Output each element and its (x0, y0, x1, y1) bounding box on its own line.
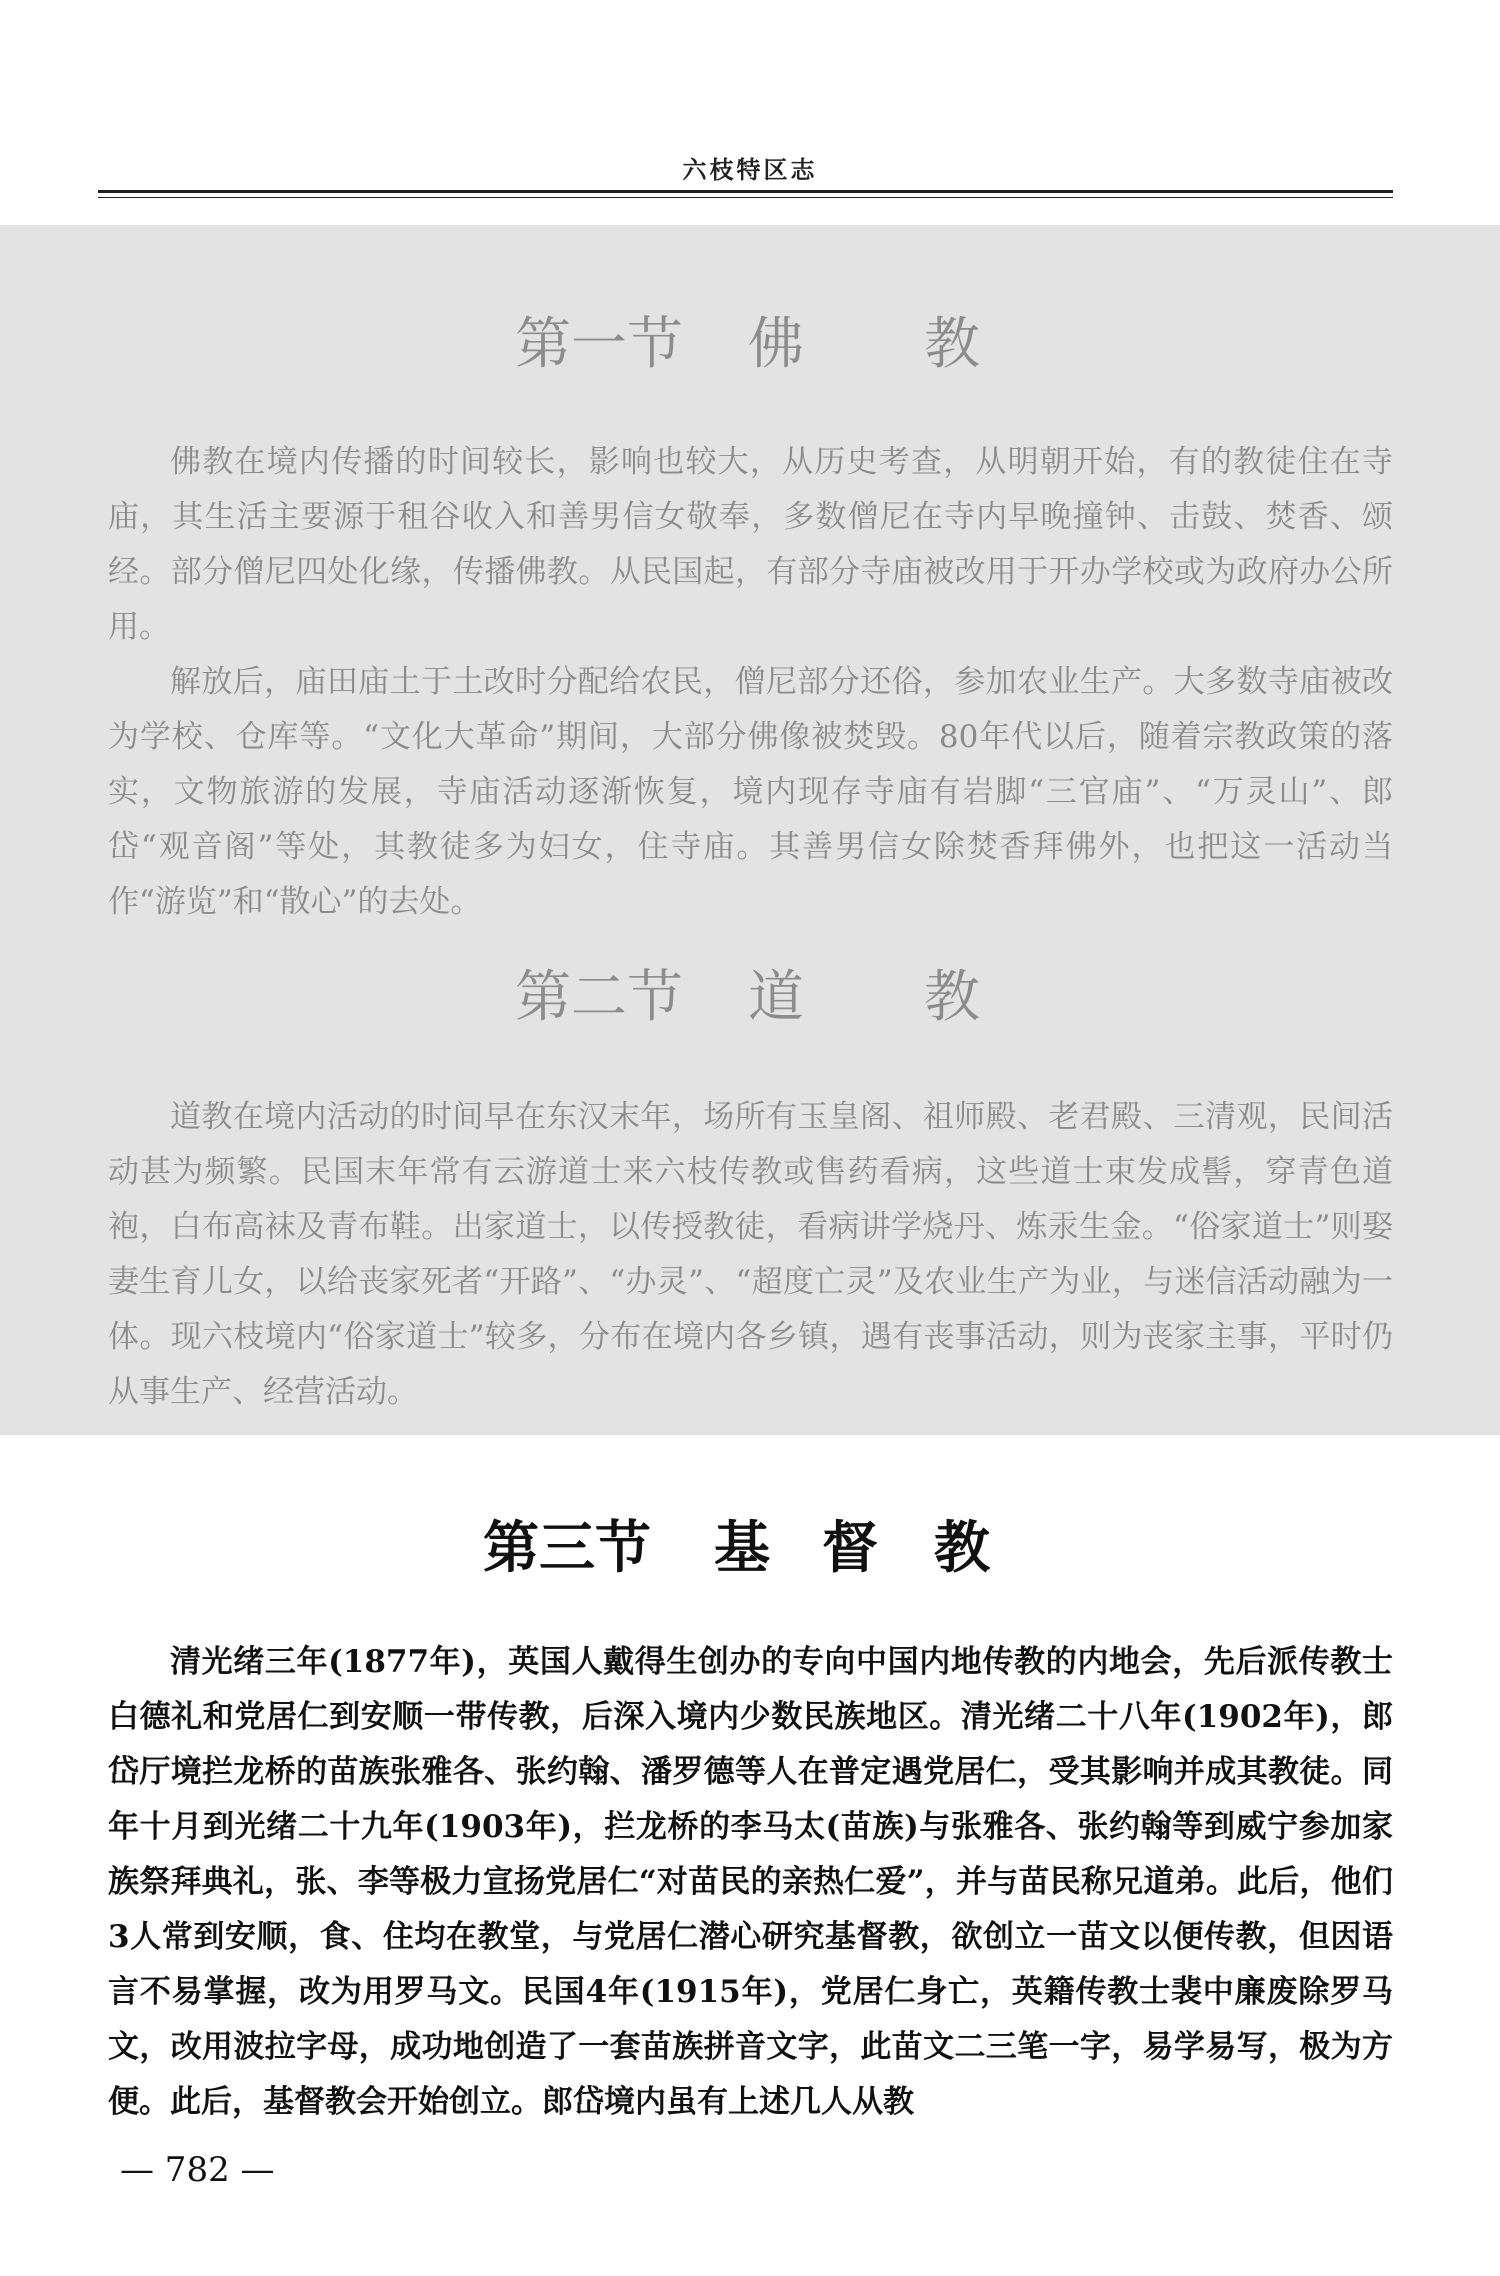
section-2-name-char-2: 教 (924, 965, 980, 1030)
section-1-heading (0, 305, 1500, 385)
header-rule-thin (98, 197, 1393, 198)
section-1-paragraph-2: 解放后，庙田庙土于土改时分配给农民，僧尼部分还俗，参加农业生产。大多数寺庙被改为学校、仓库等。“文化大革命”期间，大部分佛像被焚毁。80年代以后，随着宗教政策的落实，文物旅游的发展，寺庙活动逐渐恢复，境内现存寺庙有岩脚“三官庙”、“万灵山”、郎岱“观音阁”等处，其教徒多为妇女，住寺庙。其善男信女除焚香拜佛外，也把这一活动当作“游览”和“散心”的去处。 (108, 664, 1393, 920)
section-3-paragraph-1: 清光绪三年(1877年)，英国人戴得生创办的专向中国内地传教的内地会，先后派传教士白德礼和党居仁到安顺一带传教，后深入境内少数民族地区。清光绪二十八年(1902年)，郎岱厅境拦龙桥的苗族张雅各、张约翰、潘罗德等人在普定遇党居仁，受其影响并成其教徒。同年十月到光绪二十九年(1903年)，拦龙桥的李马太(苗族)与张雅各、张约翰等到威宁参加家族祭拜典礼，张、李等极力宣扬党居仁“对苗民的亲热仁爱”，并与苗民称兄道弟。此后，他们3人常到安顺，食、住均在教堂，与党居仁潜心研究基督教，欲创立一苗文以便传教，但因语言不易掌握，改为用罗马文。民国4年(1915年)，党居仁身亡，英籍传教士裴中廉废除罗马文，改用波拉字母，成功地创造了一套苗族拼音文字，此苗文二三笔一字，易学易写，极为方便。此后，基督教会开始创立。郎岱境内虽有上述几人从教 (108, 1644, 1393, 2120)
section-3-name-char-1: 基 (714, 1515, 770, 1581)
section-3-number: 第三节 (483, 1515, 651, 1581)
section-2-body (108, 1090, 1393, 1420)
section-2-number: 第二节 (515, 965, 683, 1030)
section-2-name-char-1: 道 (748, 965, 804, 1030)
section-1-name-char-2: 教 (924, 312, 980, 377)
section-3-name-char-2: 督 (822, 1515, 878, 1581)
section-3-heading (0, 1508, 1500, 1588)
section-1-number: 第一节 (515, 312, 683, 377)
section-2-paragraph-1: 道教在境内活动的时间早在东汉末年，场所有玉皇阁、祖师殿、老君殿、三清观，民间活动甚为频繁。民国末年常有云游道士来六枝传教或售药看病，这些道士束发成髻，穿青色道袍，白布高袜及青布鞋。出家道士，以传授教徒，看病讲学烧丹、炼汞生金。“俗家道士”则娶妻生育儿女，以给丧家死者“开路”、“办灵”、“超度亡灵”及农业生产为业，与迷信活动融为一体。现六枝境内“俗家道士”较多，分布在境内各乡镇，遇有丧事活动，则为丧家主事，平时仍从事生产、经营活动。 (108, 1099, 1393, 1410)
section-3-name-char-3: 教 (934, 1515, 990, 1581)
section-2-heading (0, 958, 1500, 1038)
page-number: — 782 — (120, 2150, 275, 2190)
section-1-paragraph-1: 佛教在境内传播的时间较长，影响也较大，从历史考查，从明朝开始，有的教徒住在寺庙，其生活主要源于租谷收入和善男信女敬奉，多数僧尼在寺内早晚撞钟、击鼓、焚香、颂经。部分僧尼四处化缘，传播佛教。从民国起，有部分寺庙被改用于开办学校或为政府办公所用。 (108, 444, 1393, 645)
section-1-body (108, 435, 1393, 930)
section-1-name-char-1: 佛 (748, 312, 804, 377)
running-head: 六枝特区志 (682, 156, 818, 184)
header-rule-thick (98, 190, 1393, 193)
section-3-body (108, 1635, 1393, 2130)
